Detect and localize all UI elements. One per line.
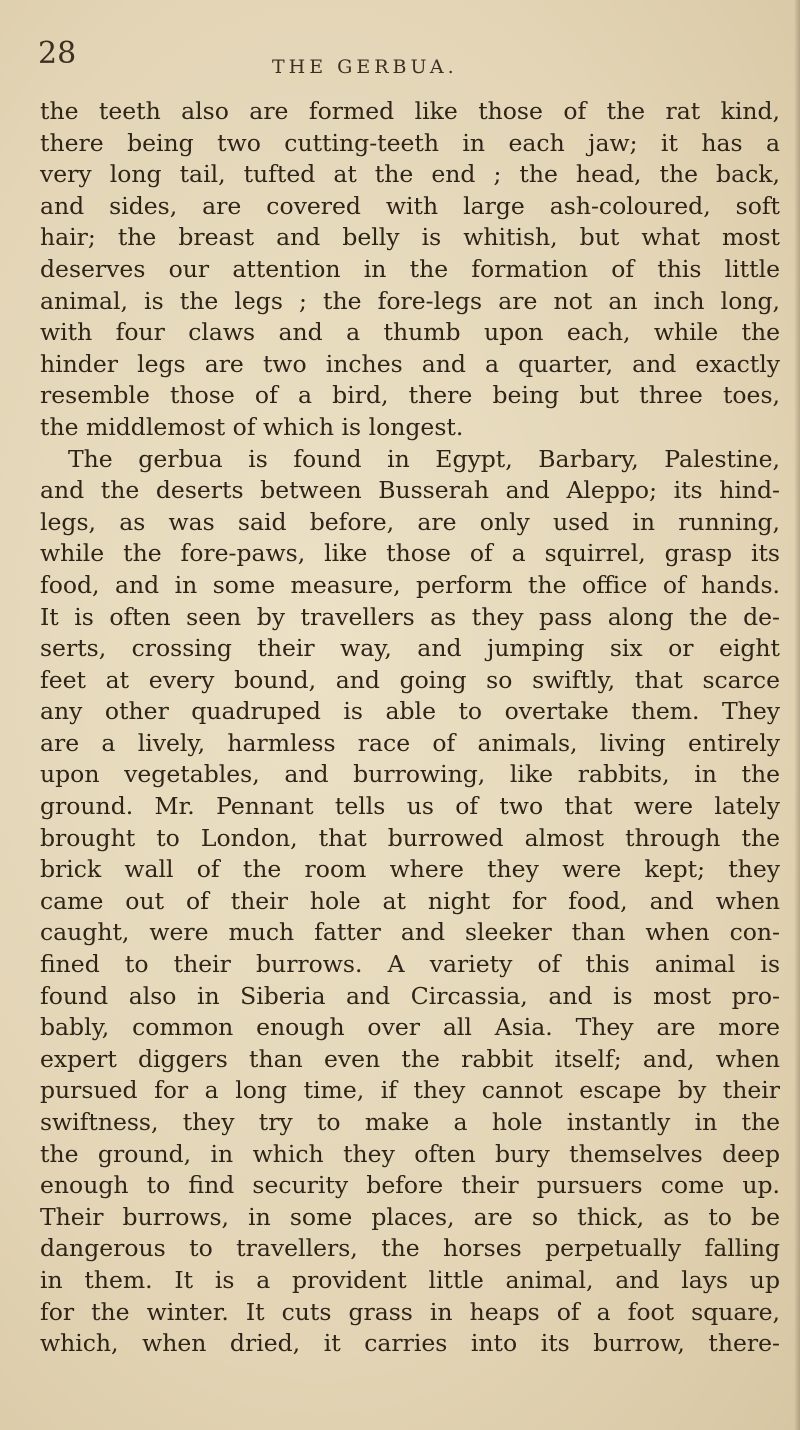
text-line: food, and in some measure, perform the office of hands. — [40, 570, 780, 599]
text-line: are a lively, harmless race of animals, living entirely — [40, 728, 780, 757]
text-line: came out of their hole at night for food, and when — [40, 886, 780, 915]
text-line: the ground, in which they often bury themselves deep — [40, 1139, 780, 1168]
text-line: The gerbua is found in Egypt, Barbary, Palestine, — [68, 444, 780, 473]
text-line: hinder legs are two inches and a quarter, and exactly — [40, 349, 780, 378]
text-line: It is often seen by travellers as they pass along the de- — [40, 602, 780, 631]
text-line: brick wall of the room where they were kept; they — [40, 855, 780, 884]
text-line: legs, as was said before, are only used in running, — [40, 507, 780, 536]
text-line: with four claws and a thumb upon each, while the — [40, 318, 780, 347]
text-line: which, when dried, it carries into its burrow, there- — [40, 1329, 780, 1358]
text-line: found also in Siberia and Circassia, and is most pro- — [40, 981, 780, 1010]
text-line: pursued for a long time, if they cannot escape by their — [40, 1076, 780, 1105]
text-line: enough to find security before their pursuers come up. — [40, 1171, 780, 1200]
text-line: and the deserts between Busserah and Aleppo; its hind- — [40, 476, 780, 505]
running-title: THE GERBUA. — [272, 56, 458, 78]
page-number: 28 — [38, 36, 77, 71]
text-line: for the winter. It cuts grass in heaps of a foot square, — [40, 1297, 780, 1326]
text-line: swiftness, they try to make a hole instantly in the — [40, 1108, 780, 1136]
body-text — [40, 96, 780, 1360]
text-line: resemble those of a bird, there being but three toes, — [40, 381, 780, 410]
text-line: bably, common enough over all Asia. They are more — [40, 1013, 780, 1042]
text-line: deserves our attention in the formation of this little — [40, 254, 780, 283]
text-line: in them. It is a provident little animal, and lays up — [40, 1265, 780, 1294]
text-line: animal, is the legs ; the fore-legs are not an inch long, — [40, 286, 780, 315]
text-line: serts, crossing their way, and jumping six or eight — [40, 634, 780, 663]
text-line: the middlemost of which is longest. — [40, 412, 464, 441]
page-edge-shadow — [794, 0, 800, 1430]
text-line: expert diggers than even the rabbit itself; and, when — [40, 1044, 780, 1073]
text-line: dangerous to travellers, the horses perpetually falling — [40, 1234, 780, 1263]
text-line: brought to London, that burrowed almost through the — [40, 823, 780, 852]
text-line: caught, were much fatter and sleeker than when con- — [40, 918, 780, 947]
text-line: very long tail, tufted at the end ; the head, the back, — [40, 160, 780, 189]
text-line: any other quadruped is able to overtake them. They — [40, 697, 780, 726]
text-line: upon vegetables, and burrowing, like rabbits, in the — [40, 760, 780, 789]
text-line: and sides, are covered with large ash-coloured, soft — [40, 191, 780, 220]
text-line: ground. Mr. Pennant tells us of two that were lately — [40, 792, 780, 821]
text-line: Their burrows, in some places, are so thick, as to be — [40, 1202, 780, 1231]
text-line: the teeth also are formed like those of the rat kind, — [40, 97, 780, 125]
text-line: feet at every bound, and going so swiftly, that scarce — [40, 665, 780, 694]
text-line: while the fore-paws, like those of a squirrel, grasp its — [40, 539, 780, 568]
text-line: there being two cutting-teeth in each jaw; it has a — [40, 128, 780, 157]
text-line: hair; the breast and belly is whitish, but what most — [40, 223, 780, 252]
text-line: fined to their burrows. A variety of this animal is — [40, 950, 780, 979]
